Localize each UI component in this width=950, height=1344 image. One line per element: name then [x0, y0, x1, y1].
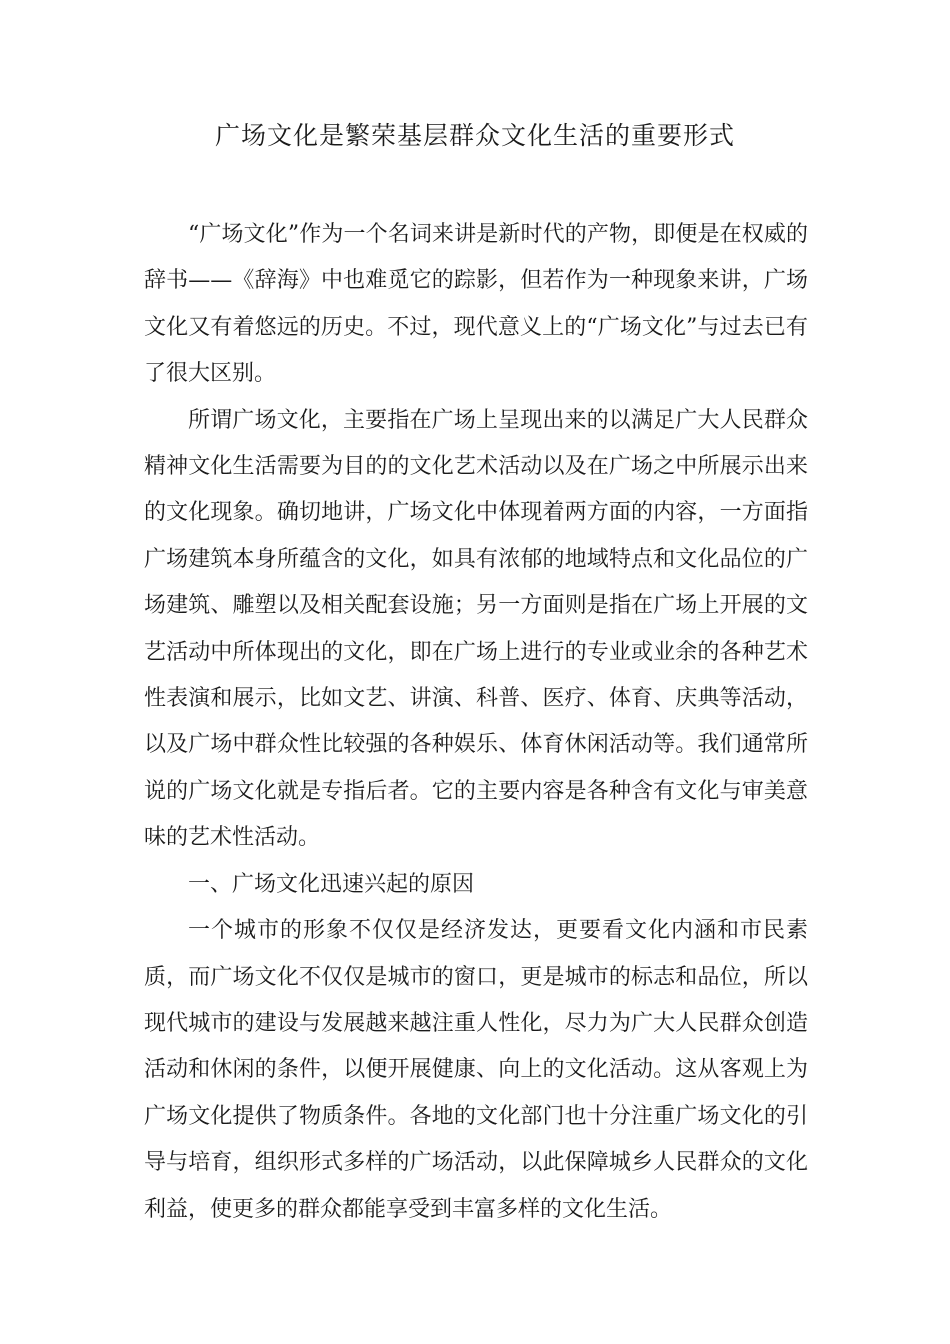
document-title: 广场文化是繁荣基层群众文化生活的重要形式 — [214, 121, 735, 150]
paragraph-intro: “广场文化”作为一个名词来讲是新时代的产物，即便是在权威的辞书——《辞海》中也难觅它的踪影，但若作为一种现象来讲，广场文化又有着悠远的历史。不过，现代意义上的“广场文化”与过去已有了很大区别。 — [144, 222, 808, 387]
paragraph-definition: 所谓广场文化，主要指在广场上呈现出来的以满足广大人民群众精神文化生活需要为目的的文化艺术活动以及在广场之中所展示出来的文化现象。确切地讲，广场文化中体现着两方面的内容，一方面指广场建筑本身所蕴含的文化，如具有浓郁的地域特点和文化品位的广场建筑、雕塑以及相关配套设施；另一方面则是指在广场上开展的文艺活动中所体现出的文化，即在广场上进行的专业或业余的各种艺术性表演和展示，比如文艺、讲演、科普、医疗、体育、庆典等活动，以及广场中群众性比较强的各种娱乐、体育休闲活动等。我们通常所说的广场文化就是专指后者。它的主要内容是各种含有文化与审美意味的艺术性活动。 — [144, 407, 808, 851]
section-heading: 一、广场文化迅速兴起的原因 — [188, 871, 475, 897]
paragraph-reasons: 一个城市的形象不仅仅是经济发达，更要看文化内涵和市民素质，而广场文化不仅仅是城市的窗口，更是城市的标志和品位，所以现代城市的建设与发展越来越注重人性化，尽力为广大人民群众创造活动和休闲的条件，以便开展健康、向上的文化活动。这从客观上为广场文化提供了物质条件。各地的文化部门也十分注重广场文化的引导与培育，组织形式多样的广场活动，以此保障城乡人民群众的文化利益，使更多的群众都能享受到丰富多样的文化生活。 — [144, 918, 808, 1222]
document-body — [144, 212, 808, 1233]
